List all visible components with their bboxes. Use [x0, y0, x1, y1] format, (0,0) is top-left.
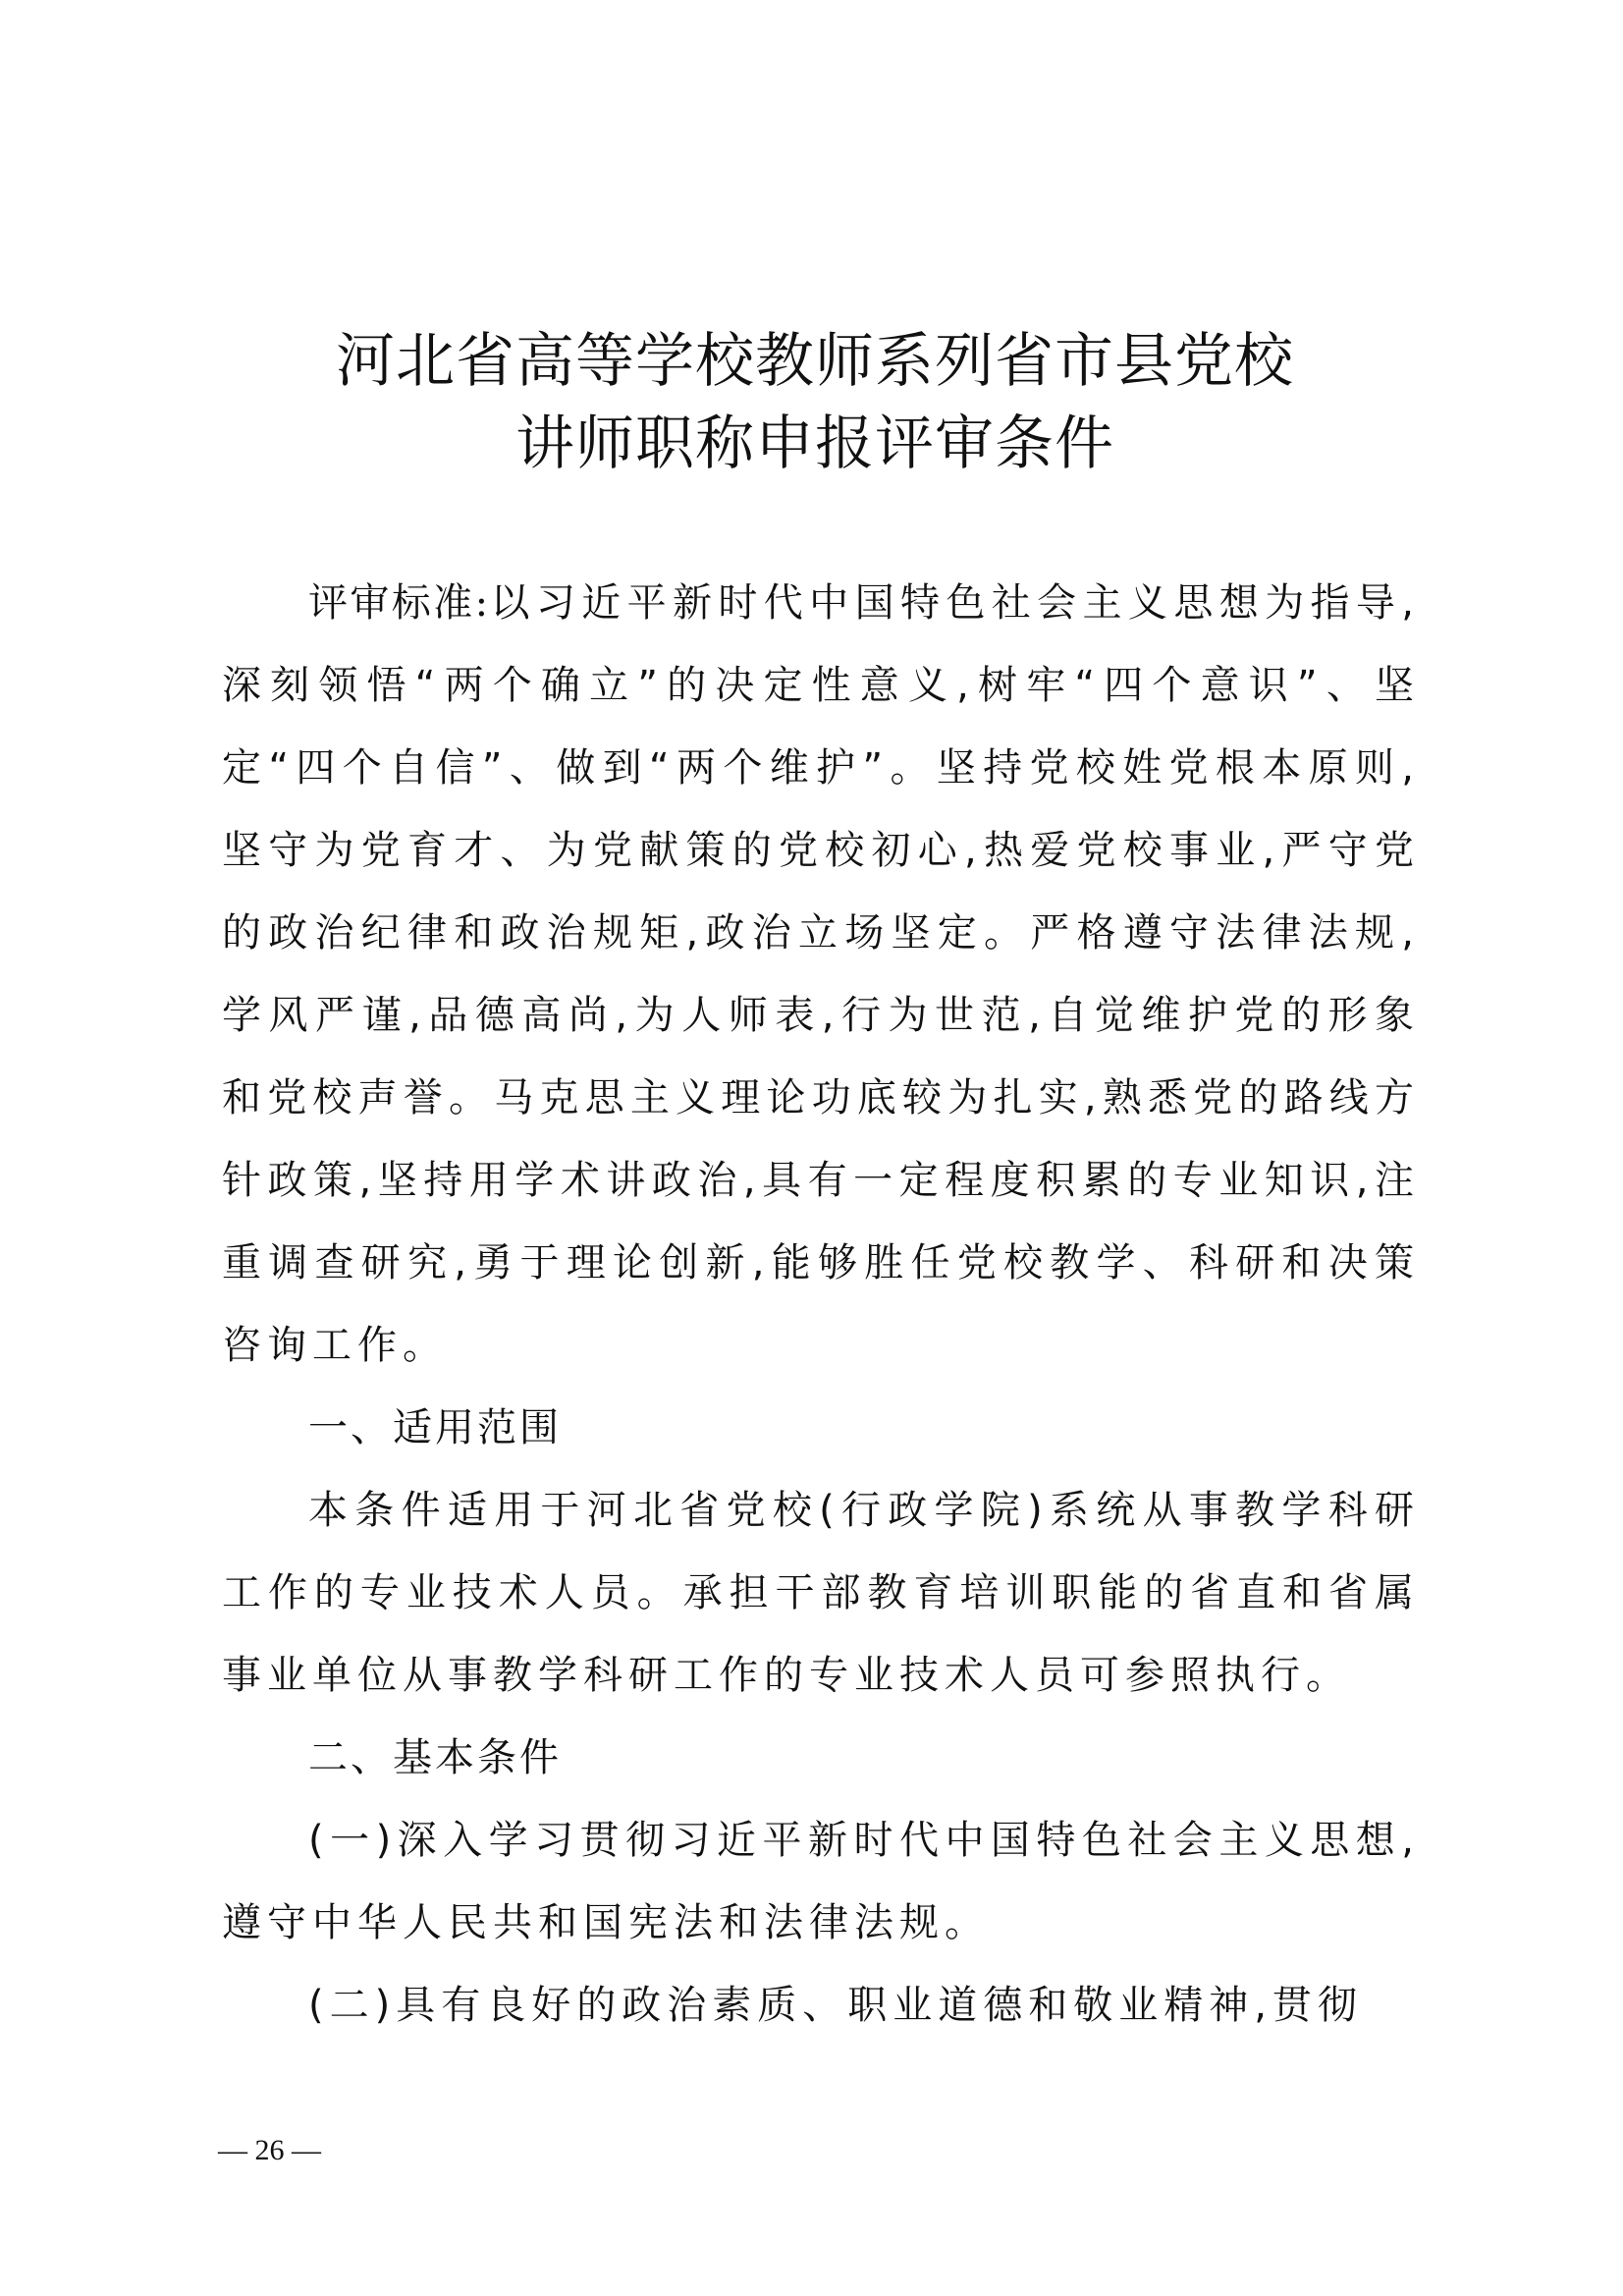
page-number: — 26 — — [218, 2134, 321, 2166]
basic-condition-item-2: (二)具有良好的政治素质、职业道德和敬业精神,贯彻 — [308, 1983, 1363, 2028]
document-body — [222, 562, 1420, 2047]
review-standard-paragraph — [222, 562, 1420, 1387]
section-heading-scope: 一、适用范围 — [308, 1405, 562, 1450]
review-standard-label: 评审标准: — [308, 580, 491, 626]
basic-condition-item-1: (一)深入学习贯彻习近平新时代中国特色社会主义思想,遵守中华人民共和国宪法和法律法规。 — [222, 1818, 1420, 1945]
section-heading-basic-conditions: 二、基本条件 — [308, 1735, 562, 1780]
document-title-line-1: 河北省高等学校教师系列省市县党校 — [336, 327, 1294, 396]
review-standard-text: 以习近平新时代中国特色社会主义思想为指导,深刻领悟“两个确立”的决定性意义,树牢“四个意识”、坚定“四个自信”、做到“两个维护”。坚持党校姓党根本原则,坚守为党育才、为党献策的党校初心,热爱党校事业,严守党的政治纪律和政治规矩,政治立场坚定。严格遵守法律法规,学风严谨,品德高尚,为人师表,行为世范,自觉维护党的形象和党校声誉。马克思主义理论功底较为扎实,熟悉党的路线方针政策,坚持用学术讲政治,具有一定程度积累的专业知识,注重调查研究,勇于理论创新,能够胜任党校教学、科研和决策咨询工作。 — [222, 580, 1420, 1368]
scope-paragraph: 本条件适用于河北省党校(行政学院)系统从事教学科研工作的专业技术人员。承担干部教育培训职能的省直和省属事业单位从事教学科研工作的专业技术人员可参照执行。 — [222, 1488, 1420, 1698]
document-title-line-2: 讲师职称申报评审条件 — [515, 410, 1114, 478]
